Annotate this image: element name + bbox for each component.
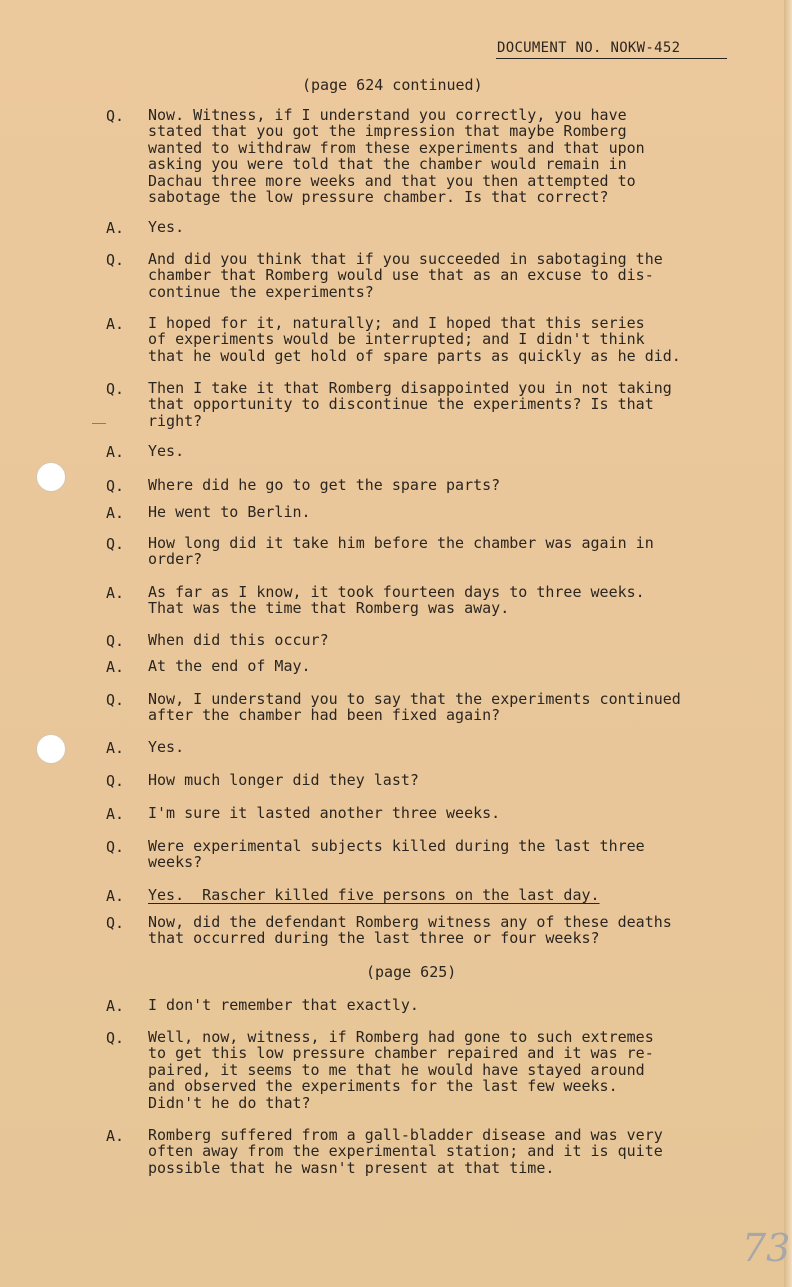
speaker-label: A. [106, 1127, 125, 1145]
punch-hole [36, 462, 66, 492]
testimony-text: And did you think that if you succeeded in sabotaging the chamber that Romberg would use that as an excuse to dis- continue the experiments? [148, 250, 663, 301]
testimony-text: Yes. [148, 218, 185, 236]
testimony-text: I'm sure it lasted another three weeks. [148, 804, 501, 822]
speaker-label: Q. [106, 107, 125, 125]
testimony-text: Yes. [148, 738, 185, 756]
speaker-label: A. [106, 997, 125, 1015]
speaker-label: Q. [106, 1029, 125, 1047]
testimony-text: How long did it take him before the chamber was again in order? [148, 534, 654, 569]
speaker-label: Q. [106, 380, 125, 398]
testimony-text: Where did he go to get the spare parts? [148, 476, 501, 494]
testimony-text: Then I take it that Romberg disappointed you in not taking that opportunity to discontinue the experiments? Is that right? [148, 379, 672, 430]
testimony-text: I don't remember that exactly. [148, 996, 419, 1014]
testimony-text: Well, now, witness, if Romberg had gone to such extremes to get this low pressure chamber repaired and it was re- paired, it seems to me that he would have stayed around and observed the experiments for the last few weeks. Didn't he do that? [148, 1028, 654, 1112]
speaker-label: A. [106, 443, 125, 461]
speaker-label: Q. [106, 691, 125, 709]
speaker-label: A. [106, 887, 125, 905]
speaker-label: A. [106, 219, 125, 237]
testimony-text-underlined: Yes. Rascher killed five persons on the last day. [148, 886, 600, 904]
testimony-text: He went to Berlin. [148, 503, 311, 521]
testimony-text: Now, I understand you to say that the experiments continued after the chamber had been fixed again? [148, 690, 681, 725]
punch-hole [36, 734, 66, 764]
page-edge [784, 0, 792, 1287]
document-number: DOCUMENT NO. NOKW-452 [497, 40, 681, 56]
testimony-text: When did this occur? [148, 631, 329, 649]
speaker-label: Q. [106, 535, 125, 553]
testimony-text: Yes. [148, 442, 185, 460]
testimony-text: Were experimental subjects killed during the last three weeks? [148, 837, 645, 872]
testimony-text: As far as I know, it took fourteen days to three weeks. That was the time that Romberg was away. [148, 583, 645, 618]
speaker-label: Q. [106, 632, 125, 650]
testimony-text: Now, did the defendant Romberg witness any of these deaths that occurred during the last three or four weeks? [148, 913, 672, 948]
speaker-label: A. [106, 584, 125, 602]
speaker-label: A. [106, 504, 125, 522]
speaker-label: A. [106, 805, 125, 823]
page-marker: (page 625) [366, 963, 457, 981]
testimony-text: How much longer did they last? [148, 771, 419, 789]
handwritten-page-number: 73 [742, 1226, 791, 1270]
testimony-text: At the end of May. [148, 657, 311, 675]
speaker-label: Q. [106, 477, 125, 495]
speaker-label: A. [106, 739, 125, 757]
testimony-text: Now. Witness, if I understand you correctly, you have stated that you got the impression that maybe Romberg wanted to withdraw from these experiments and that upon asking you were told that the chamber would remain in Dachau three more weeks and that you then attempted to sabotage the low pressure chamber. Is that correct? [148, 106, 645, 207]
speaker-label: A. [106, 315, 125, 333]
speaker-label: Q. [106, 838, 125, 856]
margin-mark [92, 423, 106, 424]
speaker-label: Q. [106, 914, 125, 932]
speaker-label: Q. [106, 772, 125, 790]
speaker-label: Q. [106, 251, 125, 269]
document-number-underline [496, 58, 727, 59]
page-continued-note: (page 624 continued) [302, 76, 483, 94]
testimony-text: Romberg suffered from a gall-bladder disease and was very often away from the experimental station; and it is quite possible that he wasn't present at that time. [148, 1126, 663, 1177]
speaker-label: A. [106, 658, 125, 676]
testimony-text: I hoped for it, naturally; and I hoped that this series of experiments would be interrupted; and I didn't think that he would get hold of spare parts as quickly as he did. [148, 314, 681, 365]
